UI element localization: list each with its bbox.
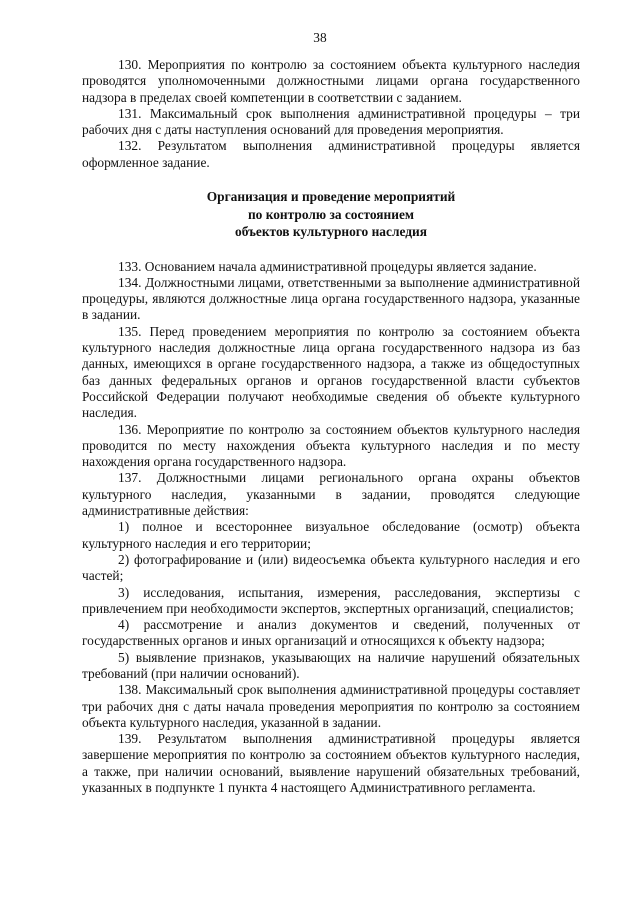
- paragraph-134: 134. Должностными лицами, ответственными за выполнение административной процедуры, являются должностные лица органа государственного надзора, указанные в задании.: [82, 274, 580, 323]
- page-number: 38: [313, 30, 327, 45]
- section-heading-line-3: объектов культурного наследия: [235, 224, 427, 240]
- paragraph-131: 131. Максимальный срок выполнения административной процедуры – три рабочих дня с даты наступления оснований для проведения мероприятия.: [82, 105, 580, 138]
- list-item-1: 1) полное и всестороннее визуальное обследование (осмотр) объекта культурного наследия и его территории;: [82, 519, 580, 551]
- paragraph-139: 139. Результатом выполнения административной процедуры является завершение мероприятия по контролю за состоянием объектов культурного наследия, а также, при наличии оснований, выявление нарушений обязательных требований, указанных в подпункте 1 пункта 4 настоящего Административного регламента.: [82, 731, 580, 796]
- list-item-3: 3) исследования, испытания, измерения, расследования, экспертизы с привлечением при необходимости экспертов, экспертных организаций, специалистов;: [82, 584, 580, 616]
- paragraph-136: 136. Мероприятие по контролю за состоянием объектов культурного наследия проводится по месту нахождения объекта культурного наследия и по месту нахождения органа государственного надзора.: [82, 421, 580, 470]
- paragraph-133: 133. Основанием начала административной процедуры является задание.: [118, 258, 537, 274]
- list-item-4: 4) рассмотрение и анализ документов и сведений, полученных от государственных органов и иных организаций и относящихся к объекту надзора;: [82, 617, 580, 649]
- paragraph-137: 137. Должностными лицами регионального органа охраны объектов культурного наследия, указанными в задании, проводятся следующие административные действия:: [82, 470, 580, 519]
- paragraph-132: 132. Результатом выполнения административной процедуры является оформленное задание.: [82, 138, 580, 170]
- list-item-5: 5) выявление признаков, указывающих на наличие нарушений обязательных требований (при наличии оснований).: [82, 649, 580, 681]
- document-body: [82, 57, 580, 796]
- paragraph-130: 130. Мероприятия по контролю за состоянием объекта культурного наследия проводятся уполномоченными должностными лицами органа государственного надзора в пределах своей компетенции в соответствии с заданием.: [82, 57, 580, 105]
- section-heading: [82, 188, 580, 241]
- section-heading-line-1: Организация и проведение мероприятий: [206, 189, 456, 205]
- paragraph-138: 138. Максимальный срок выполнения административной процедуры составляет три рабочих дня с даты начала проведения мероприятия по контролю за состоянием объекта культурного наследия, указанной в задании.: [82, 682, 580, 730]
- paragraph-135: 135. Перед проведением мероприятия по контролю за состоянием объекта культурного наследия должностные лица органа государственного надзора из баз данных, имеющихся в органе государственного надзора, а также из общедоступных баз данных федеральных органов и органов государственной власти субъектов Российской Федерации получают необходимые сведения об объекте культурного наследия.: [82, 323, 580, 421]
- section-heading-line-2: по контролю за состоянием: [247, 206, 415, 222]
- list-item-2: 2) фотографирование и (или) видеосъемка объекта культурного наследия и его частей;: [82, 551, 580, 584]
